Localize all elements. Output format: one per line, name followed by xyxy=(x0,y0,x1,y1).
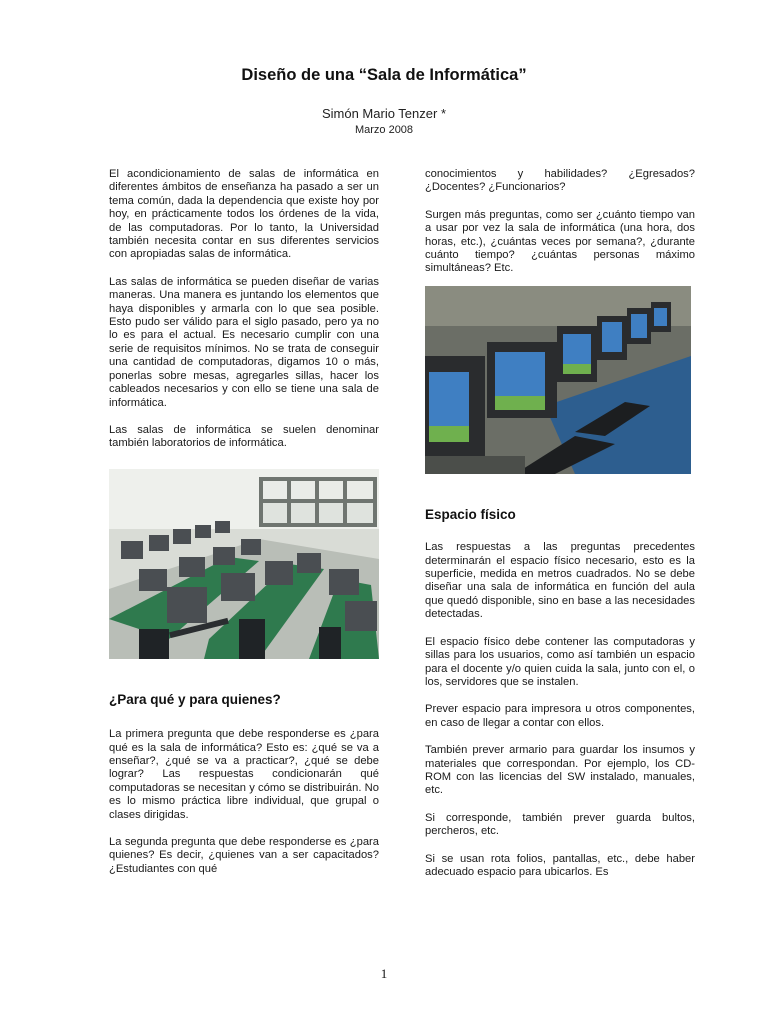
author-name: Simón Mario Tenzer * xyxy=(321,106,447,121)
computer-lab-photo-2 xyxy=(425,286,691,474)
paragraph: Prever espacio para impresora u otros componentes, en caso de llegar a contar con ellos. xyxy=(425,703,695,729)
section-heading-espacio-fisico: Espacio físico xyxy=(425,506,516,522)
paragraph: Las salas de informática se pueden diseñar de varias maneras. Una manera es juntando los elementos que haya disponibles y armarla con lo que sea posible. Esto pudo ser válido para el siglo pasado, pero ya no lo es para el actual. Es necesario cumplir con una serie de requisitos mínimos. No se trata de conseguir una cantidad de computadoras, digamos 10 o más, ponerlas sobre mesas, agregarles sillas, hacer los cableados necesarios y con ello se tiene una sala de informática. xyxy=(109,275,379,409)
paragraph: Si corresponde, también prever guarda bultos, percheros, etc. xyxy=(425,811,695,838)
publication-date: Marzo 2008 xyxy=(354,124,414,136)
paragraph: conocimientos y habilidades? ¿Egresados? ¿Docentes? ¿Funcionarios? xyxy=(425,168,695,194)
computer-lab-photo-1 xyxy=(109,469,379,659)
document-title: Diseño de una “Sala de Informática” xyxy=(241,66,527,84)
paragraph: Si se usan rota folios, pantallas, etc., debe haber adecuado espacio para ubicarlos. Es xyxy=(425,852,695,878)
paragraph: La segunda pregunta que debe responderse es ¿para quienes? Es decir, ¿quienes van a ser capacitados? ¿Estudiantes con qué xyxy=(109,835,379,875)
paragraph: La primera pregunta que debe responderse es ¿para qué es la sala de informática? Esto es: ¿qué se va a enseñar?, ¿qué se va a practicar?, ¿qué se debe lograr? Las respuestas condicionarán qué computadoras se necesitan y cómo se distribuirán. No es lo mismo práctica libre individual, que grupal o clases dirigidas. xyxy=(109,728,379,821)
paragraph: Las respuestas a las preguntas precedentes determinarán el espacio físico necesario, esto es la superficie, medida en metros cuadrados. No se debe diseñar una sala de informática en función del aula que quedó disponible, sino en base a las necesidades detectadas. xyxy=(425,541,695,621)
left-column xyxy=(109,168,379,890)
paragraph: El acondicionamiento de salas de informática en diferentes ámbitos de enseñanza ha pasado a ser un tema común, dada la dependencia que existe hoy por hoy, en prácticamente todos los órdenes de la vida, de las computadoras. Por lo tanto, la Universidad también necesita contar en sus diferentes servicios con apropiadas salas de informática. xyxy=(109,168,379,261)
page-number: 1 xyxy=(380,966,388,981)
paragraph: Las salas de informática se suelen denominar también laboratorios de informática. xyxy=(109,423,379,450)
section-heading-para-que: ¿Para qué y para quienes? xyxy=(109,691,281,707)
paragraph: También prever armario para guardar los insumos y materiales que correspondan. Por ejemplo, los CD-ROM con las licencias del SW instalado, manuales, etc. xyxy=(425,744,695,797)
right-column xyxy=(425,168,695,893)
paragraph: El espacio físico debe contener las computadoras y sillas para los usuarios, como así también un espacio para el docente y/o quien cuida la sala, junto con el, o los, servidores que se instalen. xyxy=(425,635,695,688)
paragraph: Surgen más preguntas, como ser ¿cuánto tiempo van a usar por vez la sala de informática (una hora, dos horas, etc.), ¿cuántas veces por semana?, ¿durante cuánto tiempo? ¿cuántas personas máximo simultáneas? Etc. xyxy=(425,208,695,275)
